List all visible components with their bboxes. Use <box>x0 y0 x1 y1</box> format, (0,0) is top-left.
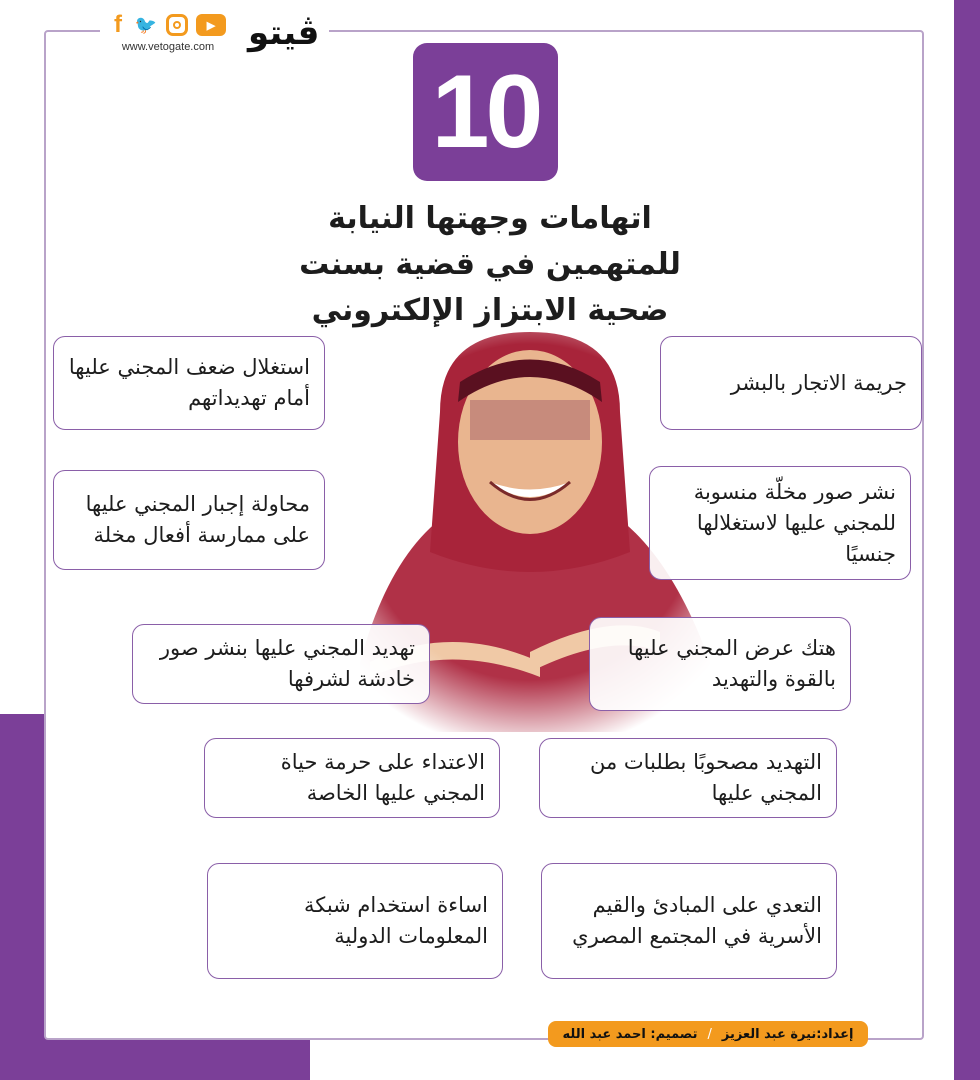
charge-box-r1 <box>660 336 922 430</box>
charge-box-r5 <box>541 863 837 979</box>
charge-text-r4: التهديد مصحوبًا بطلبات من المجني عليها <box>589 750 822 805</box>
social-block <box>110 13 226 53</box>
charge-box-r4 <box>539 738 837 818</box>
facebook-icon[interactable]: f <box>114 11 122 38</box>
charge-text-l4: الاعتداء على حرمة حياة المجني عليها الخاصة <box>280 750 485 805</box>
charge-text-l2: محاولة إجبار المجني عليها على ممارسة أفعال مخلة <box>85 492 310 547</box>
prepared-by: إعداد:نيرة عبد العزيز <box>721 1026 854 1042</box>
charge-box-r3 <box>589 617 851 711</box>
charge-box-l4 <box>204 738 500 818</box>
right-accent-bar <box>954 0 980 1080</box>
charge-text-r2: نشر صور مخلّة منسوبة للمجني عليها لاستغلالها جنسيًا <box>693 479 896 566</box>
charge-text-l3: تهديد المجني عليها بنشر صور خادشة لشرفها <box>159 636 415 691</box>
social-icons <box>110 13 226 37</box>
title-line-3: ضحية الابتزاز الإلكتروني <box>311 293 669 328</box>
instagram-icon[interactable] <box>166 14 188 36</box>
charge-text-l5: اساءة استخدام شبكة المعلومات الدولية <box>303 893 488 948</box>
website-url[interactable]: www.vetogate.com <box>121 41 215 53</box>
charge-box-l5 <box>207 863 503 979</box>
page-title <box>230 196 750 334</box>
header <box>100 8 329 58</box>
credits-bar <box>548 1021 868 1047</box>
title-line-2: للمتهمين في قضية بسنت <box>299 247 681 282</box>
charge-box-l2 <box>53 470 325 570</box>
number-badge: 10 <box>413 43 558 181</box>
twitter-icon[interactable]: 🐦 <box>134 14 158 35</box>
charge-box-l3 <box>132 624 430 704</box>
charge-box-l1 <box>53 336 325 430</box>
charge-box-r2 <box>649 466 911 580</box>
youtube-icon[interactable]: ▶ <box>196 14 226 36</box>
charge-text-r1: جريمة الاتجار بالبشر <box>730 370 907 395</box>
title-line-1: اتهامات وجهتها النيابة <box>328 201 652 236</box>
credits-separator: / <box>707 1026 712 1042</box>
charge-text-l1: استغلال ضعف المجني عليها أمام تهديداتهم <box>68 355 310 410</box>
charge-text-r5: التعدي على المبادئ والقيم الأسرية في المجتمع المصري <box>572 893 822 948</box>
designed-by: تصميم: احمد عبد الله <box>562 1026 698 1042</box>
charge-text-r3: هتك عرض المجني عليها بالقوة والتهديد <box>627 636 836 691</box>
veto-logo: ڤيتو <box>248 13 320 53</box>
